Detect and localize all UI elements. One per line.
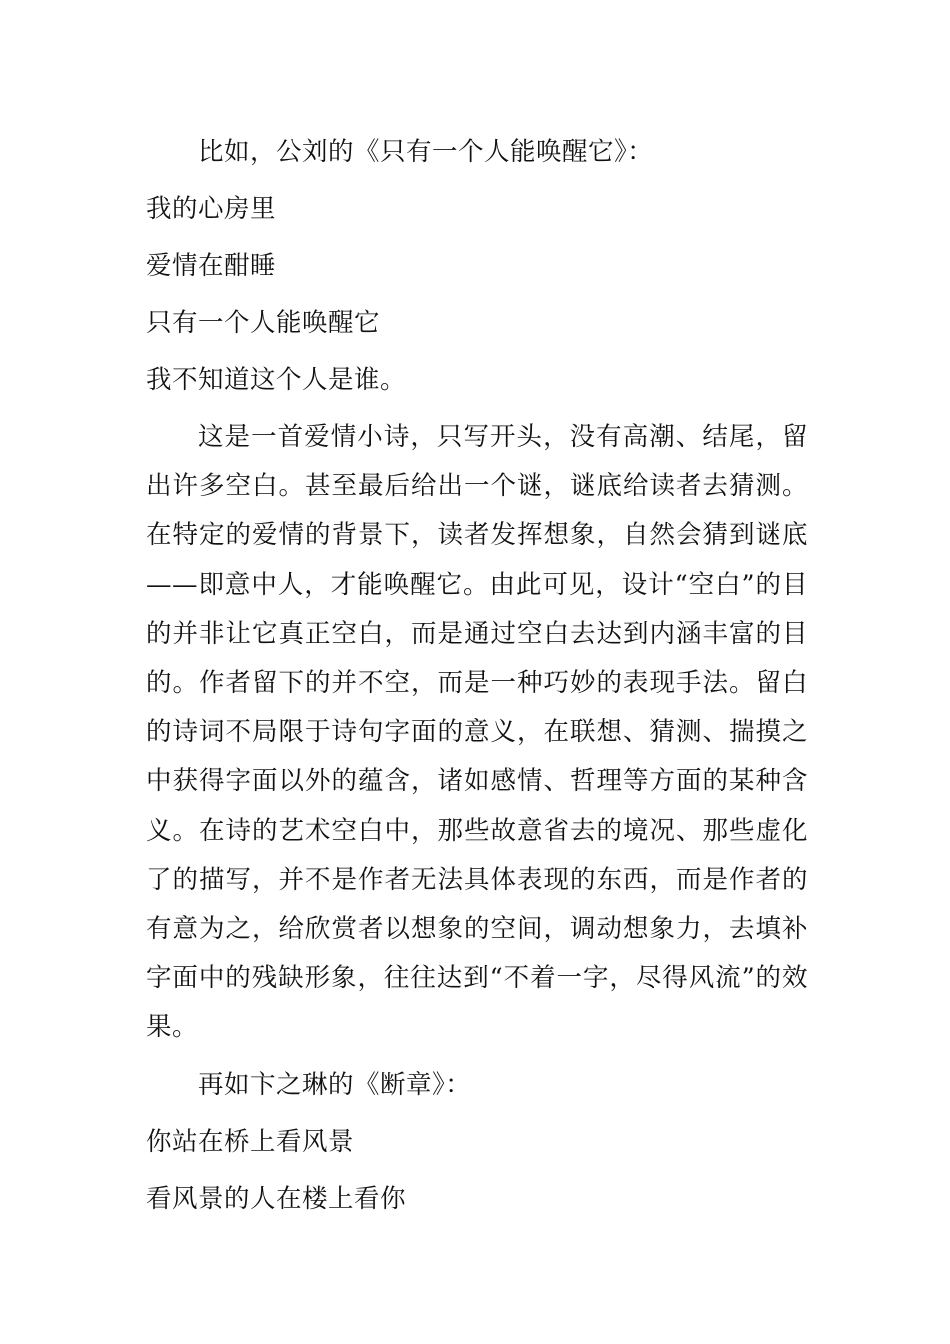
poem-duanzhang: [146, 1118, 808, 1224]
poem-line: 我的心房里: [146, 194, 277, 224]
intro-paragraph-bianzhilin: 再如卞之琳的《断章》：: [198, 1069, 472, 1100]
poem-line: 爱情在酣睡: [146, 251, 277, 281]
poem-line: 你站在桥上看风景: [146, 1126, 355, 1157]
document-body: [146, 128, 808, 1232]
poem-line: 只有一个人能唤醒它: [146, 308, 381, 338]
intro-paragraph-gongliu: 比如，公刘的《只有一个人能唤醒它》：: [198, 137, 654, 167]
poem-line: 我不知道这个人是谁。: [146, 365, 407, 395]
analysis-paragraph: 这是一首爱情小诗，只写开头，没有高潮、结尾，留出许多空白。甚至最后给出一个谜，谜底给读者去猜测。在特定的爱情的背景下，读者发挥想象，自然会猜到谜底——即意中人，才能唤醒它。由此可见，设计“空白”的目的并非让它真正空白，而是通过空白去达到内涵丰富的目的。作者留下的并不空，而是一种巧妙的表现手法。留白的诗词不局限于诗句字面的意义，在联想、猜测、揣摸之中获得字面以外的蕴含，诸如感情、哲理等方面的某种含义。在诗的艺术空白中，那些故意省去的境况、那些虚化了的描写，并不是作者无法具体表现的东西，而是作者的有意为之，给欣赏者以想象的空间，调动想象力，去填补字面中的残缺形象，往往达到“不着一字，尽得风流”的效果。: [146, 422, 808, 1043]
poem-gongliu: [146, 185, 808, 405]
poem-line: 看风景的人在楼上看你: [146, 1183, 407, 1214]
